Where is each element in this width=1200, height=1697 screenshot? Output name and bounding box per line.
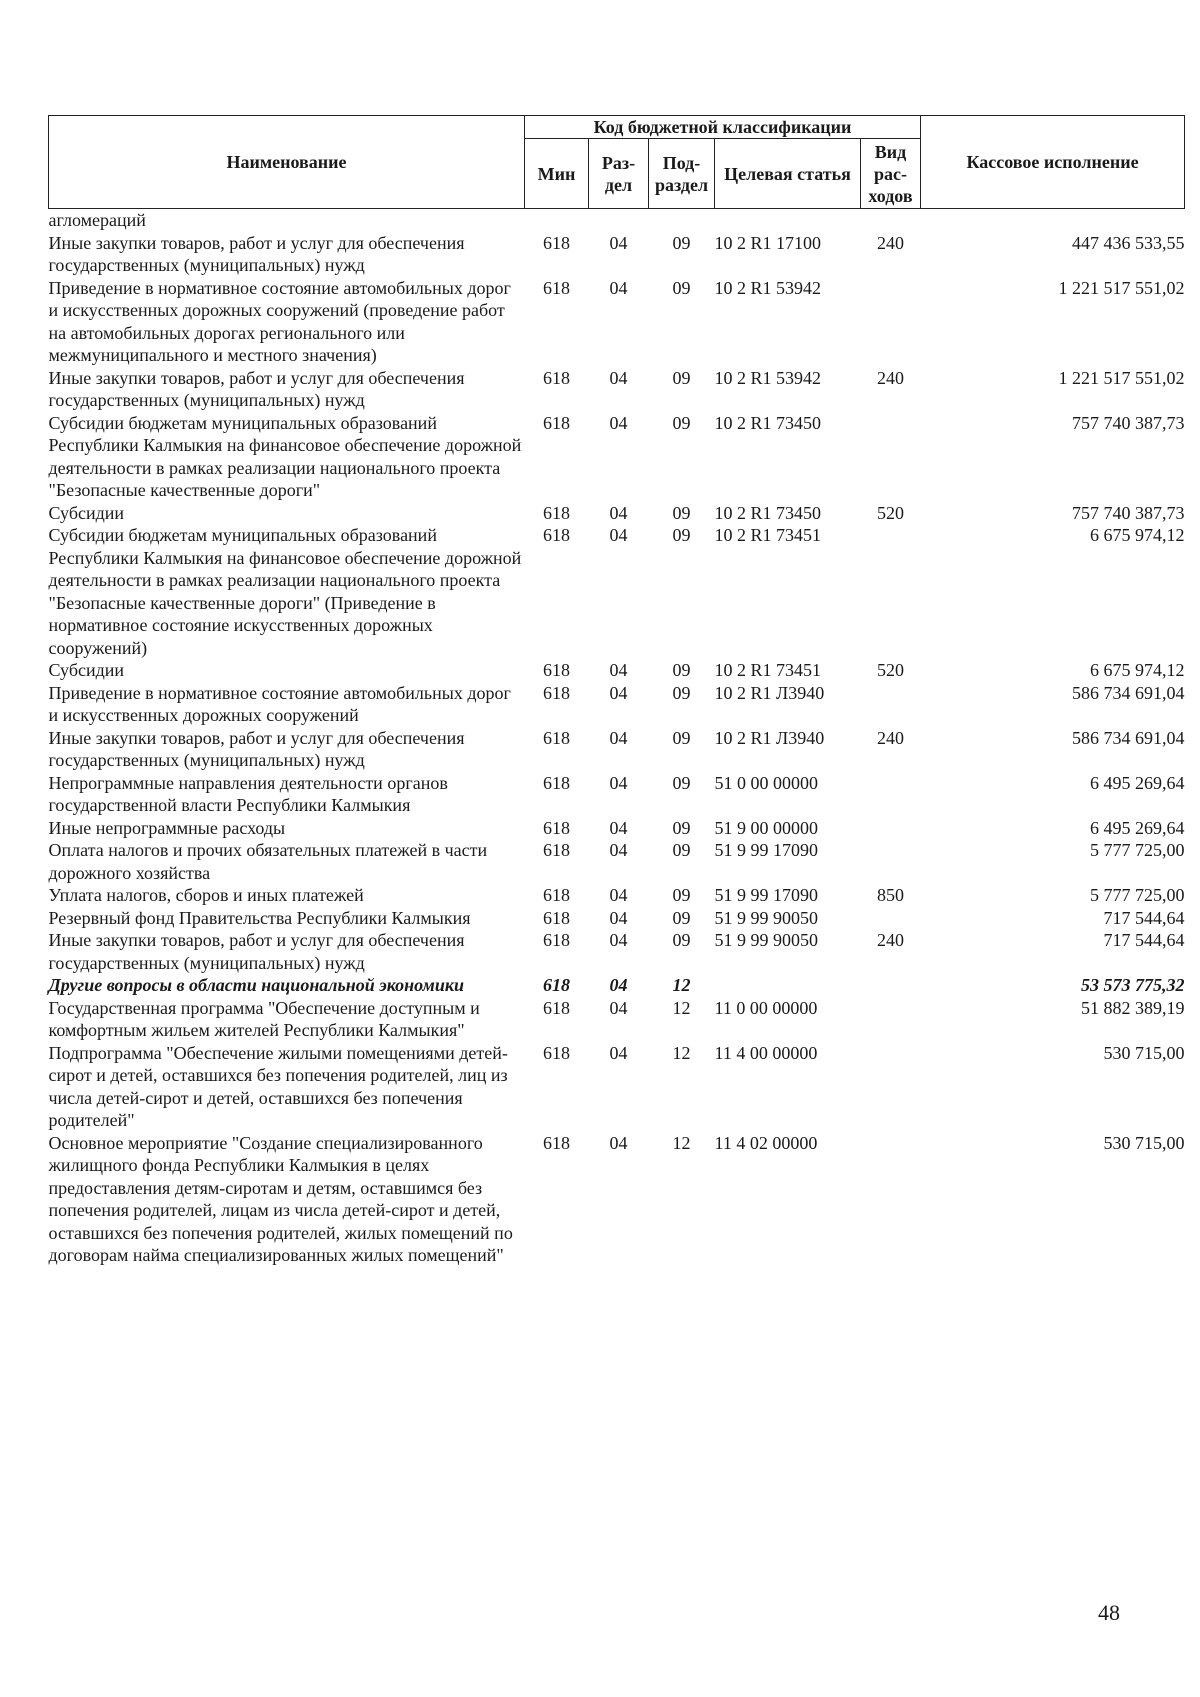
row-min: 618 <box>543 817 570 838</box>
row-name: Государственная программа "Обеспечение доступным и комфортным жильем жителей Республики Калмыкия" <box>48 997 480 1040</box>
row-sum: 51 882 389,19 <box>1081 997 1185 1018</box>
table-row <box>49 907 1185 930</box>
header-name: Наименование <box>49 116 525 209</box>
table-row <box>49 884 1185 907</box>
table-row <box>49 817 1185 840</box>
row-min: 618 <box>543 907 570 928</box>
row-name: Иные закупки товаров, работ и услуг для обеспечения государственных (муниципальных) нужд <box>48 232 465 275</box>
row-podrazdel: 09 <box>672 930 691 950</box>
row-name: Иные закупки товаров, работ и услуг для обеспечения государственных (муниципальных) нужд <box>48 930 465 973</box>
row-sum: 717 544,64 <box>1103 930 1185 950</box>
row-celevaya: 51 9 99 90050 <box>714 930 818 950</box>
row-name: Иные закупки товаров, работ и услуг для обеспечения государственных (муниципальных) нужд <box>48 727 465 770</box>
row-vid <box>861 209 921 232</box>
table-header <box>49 116 1185 209</box>
header-min: Мин <box>525 139 589 209</box>
row-celevaya: 11 0 00 00000 <box>714 997 818 1018</box>
row-name: Приведение в нормативное состояние автомобильных дорог и искусственных дорожных сооружений (проведение работ на автомобильных дорогах регионального или межмуниципального и местного значения) <box>48 277 511 365</box>
row-sum: 6 495 269,64 <box>1090 772 1185 793</box>
row-min: 618 <box>543 412 570 433</box>
row-podrazdel: 09 <box>672 772 691 793</box>
row-celevaya: 10 2 R1 53942 <box>714 367 822 388</box>
row-vid <box>861 277 921 367</box>
row-name: Субсидии <box>48 502 125 523</box>
row-min: 618 <box>543 502 570 523</box>
row-sum: 6 675 974,12 <box>1090 660 1185 680</box>
row-razdel: 04 <box>609 525 628 545</box>
table-row <box>49 1042 1185 1132</box>
table-row <box>49 682 1185 727</box>
row-sum: 757 740 387,73 <box>1072 502 1185 523</box>
row-razdel: 04 <box>609 232 628 253</box>
row-name: агломераций <box>48 210 146 230</box>
row-razdel: 04 <box>609 277 628 298</box>
row-min: 618 <box>543 232 570 253</box>
table-row <box>49 1132 1185 1267</box>
row-name: Субсидии <box>48 660 125 680</box>
row-razdel: 04 <box>609 817 628 838</box>
table-row <box>49 974 1185 997</box>
row-sum: 530 715,00 <box>1103 1042 1185 1063</box>
header-vid: Вид рас- ходов <box>861 139 921 209</box>
row-name: Другие вопросы в области национальной экономики <box>48 975 464 995</box>
table-body <box>49 209 1185 1267</box>
row-vid: 240 <box>877 232 904 253</box>
row-sum: 586 734 691,04 <box>1072 727 1185 748</box>
row-min: 618 <box>543 1132 570 1153</box>
row-podrazdel: 12 <box>672 975 691 995</box>
row-sum: 6 675 974,12 <box>1090 525 1185 545</box>
table-row <box>49 659 1185 682</box>
row-name: Оплата налогов и прочих обязательных платежей в части дорожного хозяйства <box>48 840 488 883</box>
row-podrazdel: 09 <box>672 412 691 433</box>
row-razdel: 04 <box>609 885 628 905</box>
row-razdel: 04 <box>609 772 628 793</box>
row-podrazdel <box>649 209 715 232</box>
row-sum: 53 573 775,32 <box>1081 975 1185 995</box>
row-name: Непрограммные направления деятельности органов государственной власти Республики Калмыкия <box>48 772 448 815</box>
row-razdel: 04 <box>609 930 628 950</box>
row-razdel: 04 <box>609 660 628 680</box>
row-vid <box>861 682 921 727</box>
row-podrazdel: 12 <box>672 1042 691 1063</box>
row-celevaya: 51 9 99 17090 <box>714 840 818 860</box>
row-podrazdel: 09 <box>672 525 691 545</box>
header-kassa: Кассовое исполнение <box>921 116 1185 209</box>
row-sum: 530 715,00 <box>1103 1132 1185 1153</box>
row-podrazdel: 09 <box>672 502 691 523</box>
row-vid <box>861 1132 921 1267</box>
row-min: 618 <box>543 277 570 298</box>
row-celevaya: 51 9 99 90050 <box>714 907 818 928</box>
row-razdel: 04 <box>609 997 628 1018</box>
row-celevaya: 10 2 R1 17100 <box>714 232 822 253</box>
row-name: Субсидии бюджетам муниципальных образований Республики Калмыкия на финансовое обеспечение дорожной деятельности в рамках реализации национального проекта "Безопасные качественные дороги" (Приведение в нормативное состояние искусственных дорожных сооружений) <box>48 525 522 658</box>
row-podrazdel: 09 <box>672 885 691 905</box>
row-razdel <box>589 209 649 232</box>
page-number: 48 <box>1098 1600 1120 1625</box>
row-name: Основное мероприятие "Создание специализированного жилищного фонда Республики Калмыкия в целях предоставления детям-сиротам и детям, оставшимся без попечения родителей, лицам из числа детей-сирот и детей, оставшихся без попечения родителей, жилых помещений по договорам найма специализированных жилых помещений" <box>48 1132 513 1265</box>
row-vid <box>861 817 921 840</box>
row-celevaya <box>715 974 861 997</box>
budget-table <box>48 115 1185 1267</box>
row-celevaya: 10 2 R1 53942 <box>714 277 822 298</box>
row-podrazdel: 12 <box>672 1132 691 1153</box>
table-row <box>49 209 1185 232</box>
row-razdel: 04 <box>609 682 628 703</box>
row-vid <box>861 412 921 502</box>
row-name: Резервный фонд Правительства Республики Калмыкия <box>48 907 471 928</box>
row-razdel: 04 <box>609 975 628 995</box>
row-sum: 5 777 725,00 <box>1090 840 1185 860</box>
row-razdel: 04 <box>609 502 628 523</box>
row-sum: 757 740 387,73 <box>1072 412 1185 433</box>
row-min: 618 <box>543 1042 570 1063</box>
table-row <box>49 232 1185 277</box>
row-podrazdel: 09 <box>672 660 691 680</box>
table-row <box>49 502 1185 525</box>
row-name: Подпрограмма "Обеспечение жилыми помещениями детей-сирот и детей, оставшихся без попечения родителей, лиц из числа детей-сирот и детей, оставшихся без попечения родителей" <box>48 1042 508 1130</box>
row-celevaya: 10 2 R1 73450 <box>714 412 822 433</box>
row-razdel: 04 <box>609 412 628 433</box>
row-podrazdel: 09 <box>672 817 691 838</box>
table-row <box>49 412 1185 502</box>
row-min: 618 <box>543 682 570 703</box>
row-sum: 6 495 269,64 <box>1090 817 1185 838</box>
row-vid: 520 <box>877 660 904 680</box>
row-podrazdel: 09 <box>672 907 691 928</box>
row-sum: 1 221 517 551,02 <box>1058 367 1185 388</box>
row-celevaya: 11 4 02 00000 <box>714 1132 818 1153</box>
row-sum: 447 436 533,55 <box>1072 232 1185 253</box>
table-row <box>49 772 1185 817</box>
row-vid: 240 <box>877 367 904 388</box>
row-name: Иные закупки товаров, работ и услуг для обеспечения государственных (муниципальных) нужд <box>48 367 465 410</box>
row-min: 618 <box>543 772 570 793</box>
row-razdel: 04 <box>609 727 628 748</box>
row-min: 618 <box>543 840 570 860</box>
row-vid <box>861 1042 921 1132</box>
row-sum: 717 544,64 <box>1103 907 1185 928</box>
table-row <box>49 367 1185 412</box>
row-sum: 1 221 517 551,02 <box>1058 277 1185 298</box>
table-row <box>49 277 1185 367</box>
row-min: 618 <box>543 885 570 905</box>
row-min: 618 <box>543 930 570 950</box>
row-razdel: 04 <box>609 907 628 928</box>
row-celevaya: 51 0 00 00000 <box>714 772 818 793</box>
row-name: Приведение в нормативное состояние автомобильных дорог и искусственных дорожных сооружений <box>48 682 511 725</box>
row-podrazdel: 09 <box>672 277 691 298</box>
row-razdel: 04 <box>609 840 628 860</box>
row-celevaya: 51 9 00 00000 <box>714 817 818 838</box>
row-podrazdel: 09 <box>672 232 691 253</box>
row-celevaya: 11 4 00 00000 <box>714 1042 818 1063</box>
row-celevaya: 10 2 R1 73451 <box>714 660 822 680</box>
row-podrazdel: 09 <box>672 840 691 860</box>
row-podrazdel: 09 <box>672 727 691 748</box>
row-name: Иные непрограммные расходы <box>48 817 286 838</box>
row-vid <box>861 524 921 659</box>
row-vid: 240 <box>877 727 904 748</box>
header-celevaya: Целевая статья <box>715 139 861 209</box>
row-razdel: 04 <box>609 1132 628 1153</box>
row-celevaya: 51 9 99 17090 <box>714 885 818 905</box>
table-row <box>49 727 1185 772</box>
row-podrazdel: 09 <box>672 367 691 388</box>
row-vid: 520 <box>877 502 904 523</box>
row-min: 618 <box>543 660 570 680</box>
row-celevaya: 10 2 R1 Л3940 <box>714 682 825 703</box>
row-sum: 5 777 725,00 <box>1090 885 1185 905</box>
row-razdel: 04 <box>609 367 628 388</box>
header-podrazdel: Под- раздел <box>649 139 715 209</box>
row-celevaya: 10 2 R1 73450 <box>714 502 822 523</box>
table-row <box>49 929 1185 974</box>
row-vid <box>861 772 921 817</box>
row-min <box>525 209 589 232</box>
table-row <box>49 839 1185 884</box>
header-code-group: Код бюджетной классификации <box>525 116 921 139</box>
row-vid: 850 <box>877 885 904 905</box>
row-podrazdel: 09 <box>672 682 691 703</box>
row-celevaya <box>715 209 861 232</box>
row-vid: 240 <box>877 930 904 950</box>
row-vid <box>861 997 921 1042</box>
row-name: Уплата налогов, сборов и иных платежей <box>48 885 364 905</box>
row-name: Субсидии бюджетам муниципальных образований Республики Калмыкия на финансовое обеспечение дорожной деятельности в рамках реализации национального проекта "Безопасные качественные дороги" <box>48 412 522 500</box>
row-min: 618 <box>543 525 570 545</box>
row-celevaya: 10 2 R1 73451 <box>714 525 822 545</box>
row-podrazdel: 12 <box>672 997 691 1018</box>
row-celevaya: 10 2 R1 Л3940 <box>714 727 825 748</box>
row-vid <box>861 907 921 930</box>
row-vid <box>861 839 921 884</box>
row-sum <box>921 209 1185 232</box>
row-min: 618 <box>543 727 570 748</box>
header-razdel: Раз- дел <box>589 139 649 209</box>
row-min: 618 <box>543 367 570 388</box>
row-min: 618 <box>543 997 570 1018</box>
table-row <box>49 997 1185 1042</box>
row-min: 618 <box>543 975 570 995</box>
row-razdel: 04 <box>609 1042 628 1063</box>
table-row <box>49 524 1185 659</box>
row-sum: 586 734 691,04 <box>1072 682 1185 703</box>
row-vid <box>861 974 921 997</box>
